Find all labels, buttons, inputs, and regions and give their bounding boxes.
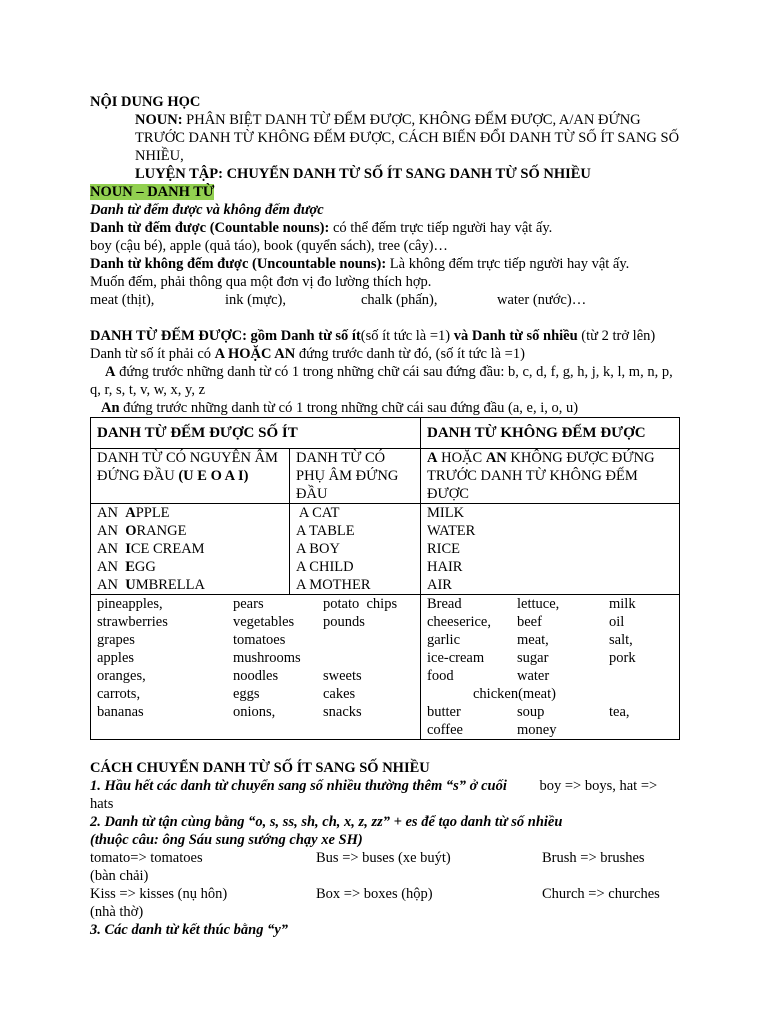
example: Kiss => kisses (nụ hôn) — [90, 886, 228, 902]
word: ice-cream — [427, 650, 485, 666]
word: pears — [233, 596, 264, 612]
uncountable-examples — [90, 291, 680, 309]
a-rule-text: đứng trước những danh từ có 1 trong những chữ cái sau đứng đầu: b, c, d, f, g, h, j, k, l, m, n, p, q, r, s, t, v, w, x, y, z — [90, 364, 673, 398]
list-item — [97, 540, 283, 558]
a-rule-article: A — [105, 364, 116, 380]
word: tomatoes — [233, 632, 286, 648]
list-item: AIR — [427, 577, 452, 593]
countable-title-note: (số ít tức là =1) — [360, 328, 451, 344]
document-page — [90, 93, 680, 939]
word: Bread — [427, 596, 462, 612]
singular-rule-a: Danh từ số ít phải có — [90, 346, 215, 362]
list-item: WATER — [427, 523, 476, 539]
example: Brush => brushes — [542, 850, 645, 866]
countable-desc: có thể đếm trực tiếp người hay vật ấy. — [329, 220, 553, 236]
singular-rule-c: đứng trước danh từ đó, (số ít tức là =1) — [295, 346, 525, 362]
word: pounds — [323, 614, 365, 630]
countable-word-grid — [97, 595, 414, 721]
example-item: ink (mực), — [225, 292, 287, 308]
vowel-header-letters: (U E O A I) — [178, 468, 249, 484]
word: eggs — [233, 686, 260, 702]
word-rest: PPLE — [135, 505, 170, 521]
uncountable-def — [90, 255, 680, 273]
word: beef — [517, 614, 542, 630]
table-header-row — [91, 418, 680, 449]
word: salt, — [609, 632, 633, 648]
an-rule — [90, 399, 680, 417]
word — [609, 667, 673, 685]
word: oranges, — [97, 668, 146, 684]
table-plural-row — [91, 595, 680, 740]
countable-def — [90, 219, 680, 237]
list-item: HAIR — [427, 559, 463, 575]
list-item: MILK — [427, 505, 465, 521]
noun-intro — [90, 111, 680, 165]
word: food — [427, 668, 454, 684]
word: mushrooms — [233, 650, 301, 666]
first-letter: I — [125, 541, 131, 557]
list-item: A MOTHER — [296, 577, 371, 593]
table-subheader-row — [91, 449, 680, 504]
word: money — [517, 722, 557, 738]
word: meat, — [517, 632, 549, 648]
practice-line: LUYỆN TẬP: CHUYỂN DANH TỪ SỐ ÍT SANG DANH TỪ SỐ NHIỀU — [135, 166, 591, 182]
word: pork — [609, 650, 636, 666]
countable-examples: boy (cậu bé), apple (quả táo), book (quyển sách), tree (cây)… — [90, 238, 448, 254]
word-rest: RANGE — [136, 523, 187, 539]
word: noodles — [233, 668, 279, 684]
word: butter — [427, 704, 461, 720]
countable-title-plural: và Danh từ số nhiều — [450, 328, 578, 344]
word: lettuce, — [517, 596, 560, 612]
word-rest: CE CREAM — [130, 541, 205, 557]
uncountable-label: Danh từ không đếm được (Uncountable nouns): — [90, 256, 387, 272]
word: milk — [609, 596, 636, 612]
countable-label: Danh từ đếm được (Countable nouns): — [90, 220, 330, 236]
list-item — [97, 522, 283, 540]
countable-title-main: DANH TỪ ĐẾM ĐƯỢC: gồm Danh từ số ít — [90, 328, 361, 344]
list-item: RICE — [427, 541, 461, 557]
vowel-header-text: DANH TỪ CÓ NGUYÊN ÂM ĐỨNG ĐẦU — [97, 450, 278, 484]
heading: NỘI DUNG HỌC — [90, 94, 201, 110]
vowel-header — [91, 449, 290, 504]
list-item: A BOY — [296, 541, 340, 557]
noun-table — [90, 417, 680, 740]
word: onions, — [233, 704, 276, 720]
example — [316, 903, 542, 921]
word: snacks — [323, 704, 362, 720]
section-title-line — [90, 183, 680, 201]
word: sweets — [323, 668, 362, 684]
example — [542, 903, 680, 921]
word: strawberries — [97, 614, 168, 630]
article: AN — [97, 559, 118, 575]
word: bananas — [97, 704, 144, 720]
word: grapes — [97, 632, 135, 648]
singular-rule-b: A HOẶC AN — [214, 346, 296, 362]
word: oil — [609, 614, 625, 630]
countable-title-plural-note: (từ 2 trở lên) — [577, 328, 656, 344]
uncountable-word-grid-2 — [427, 703, 673, 739]
an-rule-article: An — [101, 400, 120, 416]
example: Bus => buses (xe buýt) — [316, 850, 451, 866]
uncountable-note: Muốn đếm, phải thông qua một đơn vị đo lường thích hợp. — [90, 274, 432, 290]
vowel-cell — [91, 504, 290, 595]
word: garlic — [427, 632, 461, 648]
example: Box => boxes (hộp) — [316, 886, 433, 902]
word: cheeserice, — [427, 614, 491, 630]
uncountable-header-text: KHÔNG ĐƯỢC ĐỨNG TRƯỚC DANH TỪ KHÔNG ĐẾM ĐƯỢC — [427, 450, 655, 502]
word: pineapples, — [97, 596, 163, 612]
countable-words-cell — [91, 595, 421, 740]
countable-title — [90, 327, 680, 345]
word: chicken(meat) — [473, 686, 556, 702]
word: tea, — [609, 704, 630, 720]
list-item: A CHILD — [296, 559, 354, 575]
word — [323, 631, 414, 649]
word: vegetables — [233, 614, 295, 630]
header-countable: DANH TỪ ĐẾM ĐƯỢC SỐ ÍT — [91, 418, 421, 449]
rule3: 3. Các danh từ kết thúc bằng “y” — [90, 922, 289, 938]
word: soup — [517, 704, 545, 720]
example-item: meat (thịt), — [90, 292, 155, 308]
uncountable-cell — [421, 504, 680, 595]
list-item — [97, 558, 283, 576]
consonant-cell — [290, 504, 421, 595]
word-rest: MBRELLA — [135, 577, 205, 593]
uncountable-desc: Là không đếm trực tiếp người hay vật ấy. — [386, 256, 630, 272]
rule2-examples — [90, 849, 680, 921]
word — [323, 649, 414, 667]
uncountable-header-a: A — [427, 450, 438, 466]
convert-title: CÁCH CHUYỂN DANH TỪ SỐ ÍT SANG SỐ NHIỀU — [90, 760, 430, 776]
list-item: A TABLE — [296, 523, 355, 539]
list-item — [97, 504, 283, 522]
article: AN — [97, 523, 118, 539]
consonant-header: DANH TỪ CÓ PHỤ ÂM ĐỨNG ĐẦU — [290, 449, 421, 504]
section-title: NOUN – DANH TỪ — [90, 184, 215, 200]
example-item: water (nước)… — [497, 292, 587, 308]
first-letter: O — [125, 523, 137, 539]
rule2: 2. Danh từ tận cùng bằng “o, s, ss, sh, ch, x, z, zz” + es để tạo danh từ số nhiều — [90, 814, 563, 830]
rule1-line — [90, 777, 680, 813]
word: cakes — [323, 686, 356, 702]
table-example-row — [91, 504, 680, 595]
list-item: A CAT — [296, 505, 340, 521]
an-rule-text: đứng trước những danh từ có 1 trong những chữ cái sau đứng đầu (a, e, i, o, u) — [119, 400, 579, 416]
noun-label: NOUN: — [135, 112, 183, 128]
article: AN — [97, 505, 118, 521]
rule1: 1. Hầu hết các danh từ chuyển sang số nhiều thường thêm “s” ở cuối — [90, 778, 507, 794]
word-rest: GG — [134, 559, 156, 575]
uncountable-word-grid — [427, 595, 673, 685]
header-uncountable: DANH TỪ KHÔNG ĐẾM ĐƯỢC — [421, 418, 680, 449]
uncountable-header-an: AN — [485, 450, 507, 466]
word: potato chips — [323, 596, 398, 612]
a-rule — [90, 363, 680, 399]
example: (nhà thờ) — [90, 904, 144, 920]
example: (bàn chải) — [90, 868, 149, 884]
uncountable-words-cell — [421, 595, 680, 740]
word: carrots, — [97, 686, 141, 702]
example: Church => churches — [542, 886, 660, 902]
example — [316, 867, 542, 885]
list-item — [97, 576, 283, 594]
rule1-example: boy => boys, hat => hats — [90, 778, 658, 812]
noun-desc: PHÂN BIỆT DANH TỪ ĐẾM ĐƯỢC, KHÔNG ĐẾM ĐƯỢC, A/AN ĐỨNG TRƯỚC DANH TỪ KHÔNG ĐẾM ĐƯỢC, CÁCH BIẾN ĐỔI DANH TỪ SỐ ÍT SANG SỐ NHIỀU, — [135, 112, 680, 164]
first-letter: E — [125, 559, 135, 575]
example: tomato=> tomatoes — [90, 850, 203, 866]
word: water — [517, 668, 550, 684]
word: apples — [97, 650, 135, 666]
word: sugar — [517, 650, 549, 666]
singular-rule — [90, 345, 680, 363]
word: coffee — [427, 722, 463, 738]
article: AN — [97, 577, 118, 593]
uncountable-header-or: HOẶC — [437, 450, 486, 466]
first-letter: U — [125, 577, 136, 593]
word — [609, 721, 673, 739]
rule2-note: (thuộc câu: ông Sáu sung sướng chạy xe SH) — [90, 832, 363, 848]
example-item: chalk (phấn), — [361, 292, 438, 308]
uncountable-header — [421, 449, 680, 504]
subheading: Danh từ đếm được và không đếm được — [90, 202, 324, 218]
article: AN — [97, 541, 118, 557]
first-letter: A — [125, 505, 136, 521]
example — [542, 867, 680, 885]
